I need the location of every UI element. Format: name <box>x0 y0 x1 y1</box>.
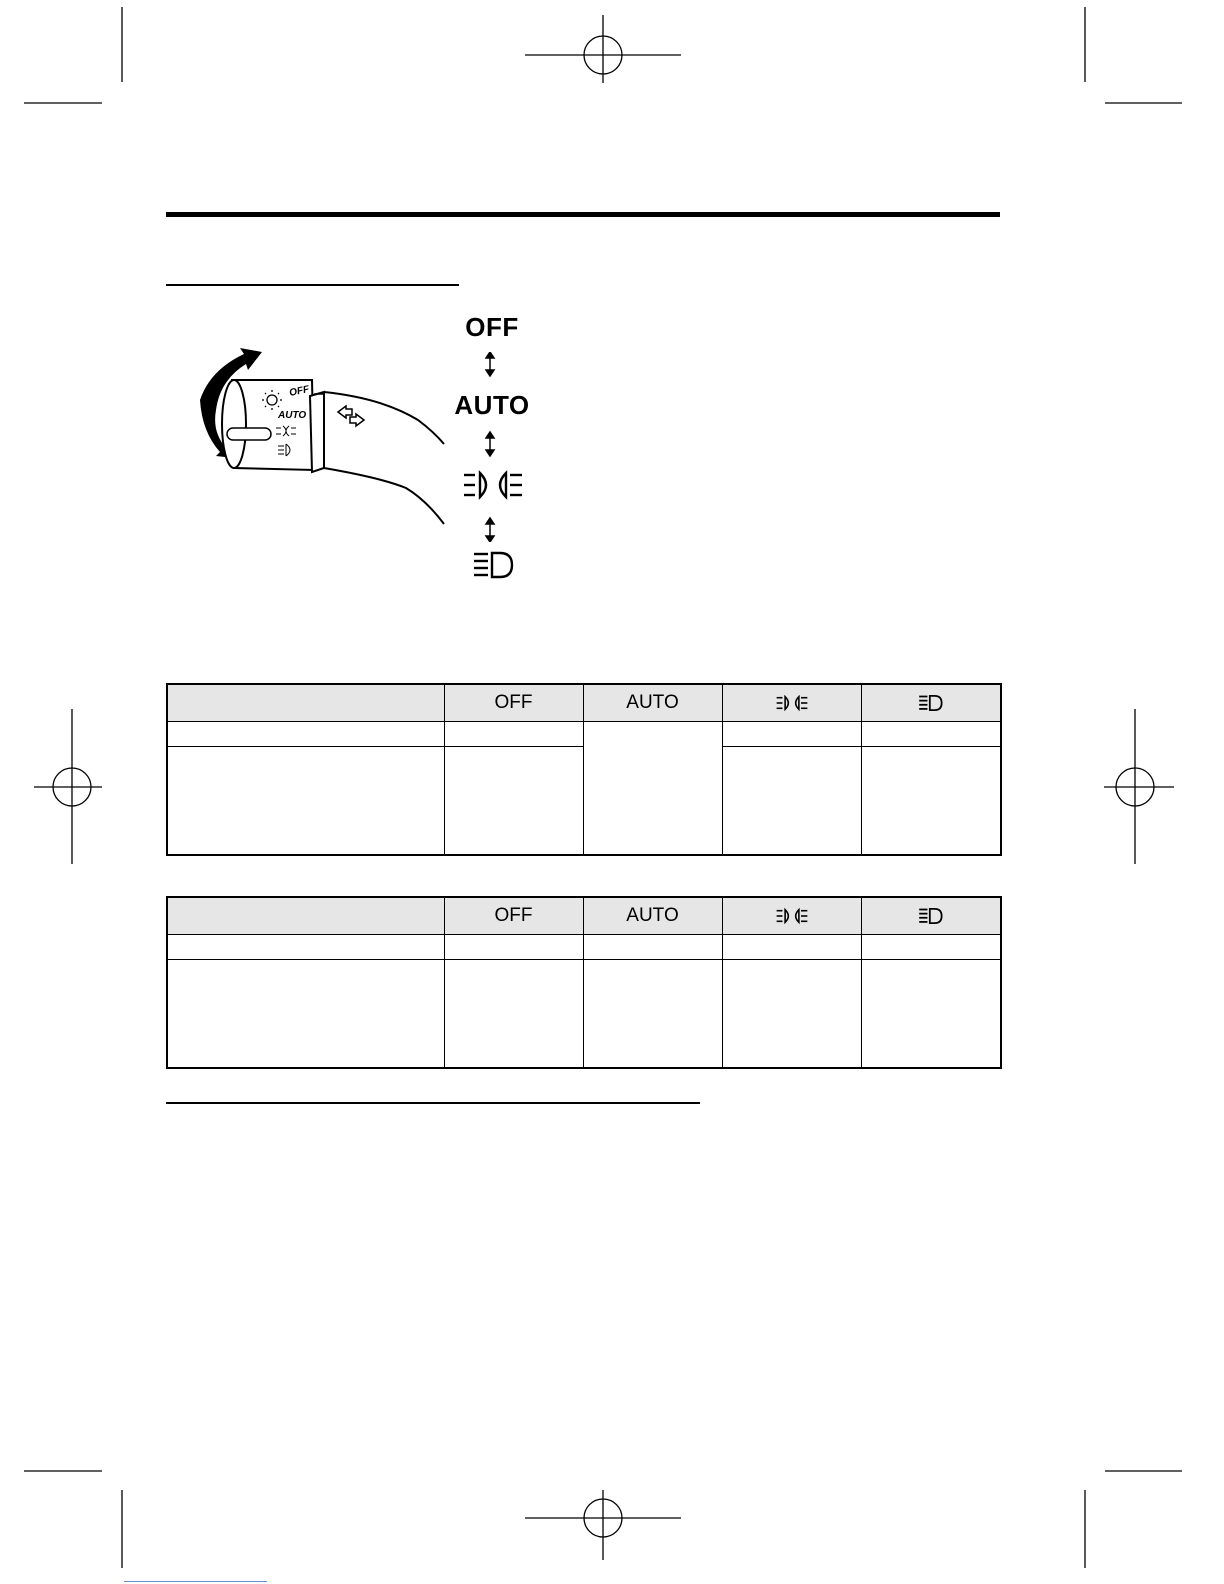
parking-light-icon <box>775 694 809 712</box>
table-header-cell <box>167 897 444 935</box>
lighting-table-1 <box>166 683 1002 856</box>
table-cell <box>444 935 583 960</box>
table-cell <box>861 747 1001 856</box>
position-arrows <box>480 352 500 542</box>
table-cell <box>444 722 583 747</box>
table-cell <box>167 960 444 1069</box>
position-off-label: OFF <box>465 312 519 342</box>
table-cell <box>167 935 444 960</box>
parking-light-icon <box>462 468 524 502</box>
table-cell <box>167 722 444 747</box>
headlight-icon <box>918 907 944 925</box>
table-cell <box>444 960 583 1069</box>
table-cell <box>722 747 861 856</box>
table-header-off: OFF <box>444 684 583 722</box>
table-header-auto: AUTO <box>583 897 722 935</box>
table-cell <box>583 722 722 856</box>
header-rule <box>166 212 1000 217</box>
table-cell <box>722 935 861 960</box>
headlight-icon <box>472 551 516 579</box>
headlight-switch-illustration <box>182 340 472 530</box>
headlight-icon <box>918 694 944 712</box>
knob-label-off: OFF <box>288 384 311 399</box>
table-header-off: OFF <box>444 897 583 935</box>
table-header-parking <box>722 684 861 722</box>
table-cell <box>861 722 1001 747</box>
position-auto-label: AUTO <box>454 390 530 420</box>
table-cell <box>722 960 861 1069</box>
table-header-cell <box>167 684 444 722</box>
table-cell <box>444 747 583 856</box>
parking-light-icon <box>775 907 809 925</box>
table-header-headlight <box>861 897 1001 935</box>
section-heading-rule-2 <box>166 1102 700 1104</box>
lighting-table-2 <box>166 896 1002 1069</box>
table-cell <box>861 935 1001 960</box>
table-header-headlight <box>861 684 1001 722</box>
table-header-parking <box>722 897 861 935</box>
turn-signal-icon <box>338 406 364 426</box>
table-header-auto: AUTO <box>583 684 722 722</box>
table-cell <box>861 960 1001 1069</box>
table-cell <box>583 935 722 960</box>
footer-link-underline[interactable] <box>124 1581 267 1582</box>
knob-label-auto: AUTO <box>278 410 307 421</box>
table-cell <box>722 722 861 747</box>
table-cell <box>583 960 722 1069</box>
section-heading-rule <box>166 284 459 286</box>
table-cell <box>167 747 444 856</box>
